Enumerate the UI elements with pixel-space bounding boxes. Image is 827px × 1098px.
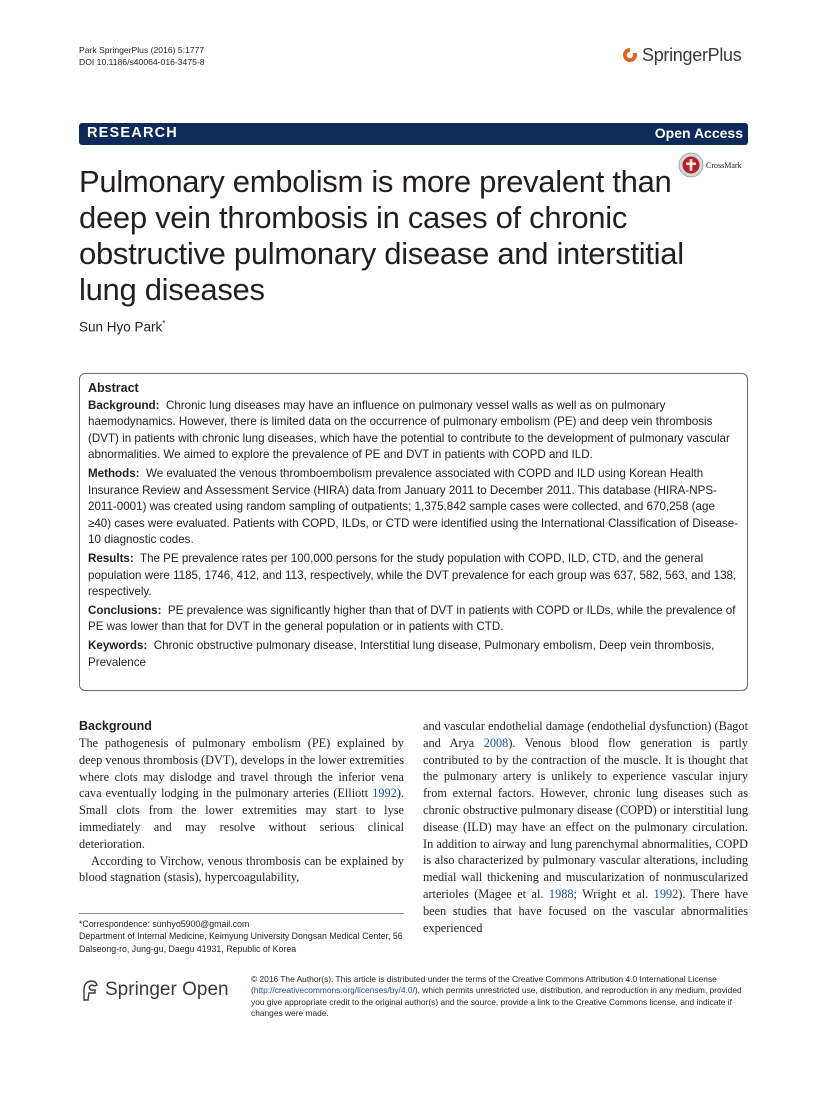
abstract-results [88,551,740,601]
p1-text-b: ). Small clots from the lower extremities may start to lyse immediately and may resolve without serious clinical deterioration. [79,786,404,851]
license-link[interactable]: http://creativecommons.org/licenses/by/4.0/ [253,985,415,996]
springer-open-logo[interactable] [79,978,229,1002]
conclusions-label: Conclusions: [88,603,162,617]
c2-text-c: ; Wright et al. [573,886,654,901]
author-line [79,319,165,335]
body-column-right [423,718,748,936]
c2-text-d: ). There have been studies that have focused on the vascular abnormalities experienced [423,886,748,935]
background-text: Chronic lung diseases may have an influence on pulmonary vessel walls as well as on pulmonary haemodynamics. However, there is limited data on the occurrence of pulmonary embolism (PE) and deep vein thrombosis (DVT) in patients with chronic lung diseases, which have the potential to contribute to the development of pulmonary vascular abnormalities. We aimed to explore the prevalence of PE and DVT in patients with COPD and ILD. [88,398,730,462]
publisher-logo-text: Springer Open [105,979,229,1000]
abstract-methods [88,466,740,549]
citation-link[interactable]: 1988 [548,886,574,901]
citation-line: Park SpringerPlus (2016) 5:1777 [79,45,205,55]
correspondence: *Correspondence: sunhyo5900@gmail.com [79,919,250,929]
journal-logo-text: SpringerPlus [642,44,742,65]
footnote-divider [79,913,404,914]
body-column-left [79,718,404,886]
abstract-background [88,398,740,464]
abstract-conclusions [88,603,740,636]
crossmark-label: CrossMark [706,160,742,170]
article-title: Pulmonary embolism is more prevalent than deep vein thrombosis in cases of chronic obstructive pulmonary disease and interstitial lung diseases [79,164,684,307]
results-label: Results: [88,551,134,565]
abstract-heading: Abstract [88,381,139,395]
body-paragraph-1 [79,735,404,853]
abstract-keywords [88,638,740,671]
license-text [251,974,751,1020]
keywords-text: Chronic obstructive pulmonary disease, Interstitial lung disease, Pulmonary embolism, Deep vein thrombosis, Prevalence [88,638,715,669]
springer-horse-icon [79,978,101,1002]
body-paragraph-2: According to Virchow, venous thrombosis can be explained by blood stagnation (stasis), hypercoagulability, [79,853,404,885]
affiliation: Department of Internal Medicine, Keimyung University Dongsan Medical Center, 56 Dalseong-ro, Jung-gu, Daegu 41931, Republic of Korea [79,931,403,954]
background-heading: Background [79,719,152,733]
c2-text-a: and vascular endothelial damage (endothelial dysfunction) (Bagot and Arya [423,719,748,750]
doi-line: DOI 10.1186/s40064-016-3475-8 [79,57,205,67]
springerplus-logo[interactable] [622,44,741,66]
body-paragraph-3 [423,718,748,936]
background-label: Background: [88,398,160,412]
open-access-label: Open Access [654,125,743,141]
license-text-b: ), which permits unrestricted use, distribution, and reproduction in any medium, provided you give appropriate credit to the original author(s) and the source, provide a link to the Creative Commons license, and indicate if changes were made. [251,985,742,1019]
footnote [79,918,409,955]
section-banner [79,123,748,145]
author-name[interactable]: Sun Hyo Park [79,319,163,335]
c2-text-b: ). Venous blood flow generation is partly contributed to by the contraction of the muscle. It is thought that the pulmonary artery is unlikely to experience vascular injury from external factors. However, chronic lung diseases such as chronic obstructive pulmonary disease (COPD) or interstitial lung disease (ILD) may have an effect on the pulmonary circulation. In addition to airway and lung parenchymal abnormalities, COPD is also characterized by pulmonary vascular alterations, including medial wall thickening and muscularization of nonmuscularized arterioles (Magee et al. [423,735,748,901]
license-text-a: © 2016 The Author(s). This article is distributed under the terms of the Creative Commons Attribution 4.0 International License ( [251,974,717,996]
p1-text-a: The pathogenesis of pulmonary embolism (PE) explained by deep venous thrombosis (DVT), develops in the lower extremities where clots may dislodge and travel through the inferior vena cava eventually lodging in the pulmonary arteries (Elliott [79,736,404,801]
methods-label: Methods: [88,466,140,480]
citation-link[interactable]: 1992 [653,886,679,901]
results-text: The PE prevalence rates per 100,000 persons for the study population with COPD, ILD, CTD, and the general population were 1185, 1746, 412, and 113, respectively, while the DVT prevalence for each group was 637, 582, 563, and 138, respectively. [88,551,737,599]
citation-link[interactable]: 1992 [372,786,397,801]
springer-flame-icon [622,47,638,63]
keywords-label: Keywords: [88,638,148,652]
abstract-box [79,373,748,691]
citation-header [79,44,205,68]
author-mark: * [162,319,166,328]
citation-link[interactable]: 2008 [483,735,509,750]
methods-text: We evaluated the venous thromboembolism prevalence associated with COPD and ILD using Korean Health Insurance Review and Assessment Service (HIRA) data from January 2011 to December 2011. This database (HIRA-NPS-2011-0001) was created using random sampling of outpatients; 1,375,842 sample cases were collected, and 670,258 (age ≥40) cases were evaluated. Patients with COPD, ILDs, or CTD were identified using the International Classification of Disease-10 diagnostic codes. [88,466,739,547]
section-label: RESEARCH [87,125,178,141]
conclusions-text: PE prevalence was significantly higher than that of DVT in patients with COPD or ILDs, while the prevalence of PE was lower than that for DVT in the general population or in patients with CTD. [88,603,736,634]
